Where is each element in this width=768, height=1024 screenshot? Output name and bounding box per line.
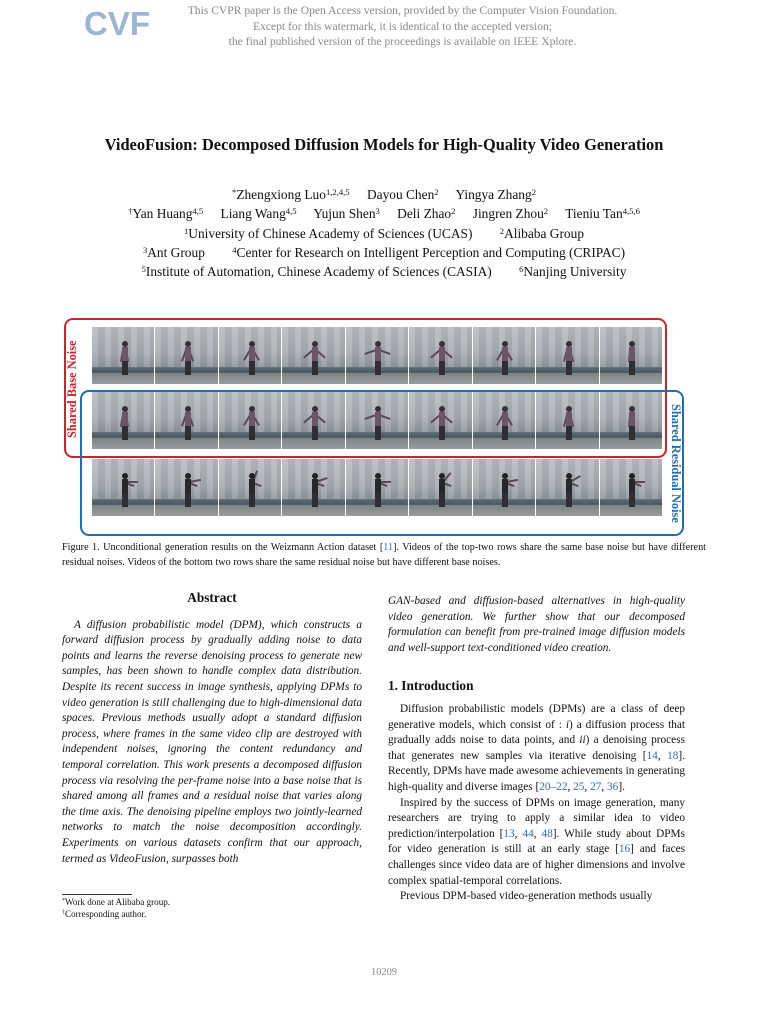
author-line-2 [0, 204, 768, 223]
shared-base-noise-box [64, 318, 667, 458]
citation-link[interactable]: 13 [503, 827, 515, 840]
watermark-line: Except for this watermark, it is identical to the accepted version; [252, 19, 553, 33]
affiliation-line [0, 224, 768, 243]
video-frame [219, 392, 281, 449]
person-figure [248, 406, 255, 440]
affiliation: $^5$Institute of Automation, Chinese Academy of Sciences (CASIA) [141, 264, 492, 280]
video-frame [600, 392, 662, 449]
abstract-text: A diffusion probabilistic model (DPM), which constructs a forward diffusion process by gradually adding noise to data points and learns the reverse denoising process to generate new samples, has been shown to handle complex data distribution. Despite its recent success in image synthesis, applying DPMs to video generation is still challenging due to high-dimensional data spaces. Previous methods usually adopt a standard diffusion process, where frames in the same video clip are destroyed with independent noises, ignoring the content redundancy and temporal correlation. This work presents a decomposed diffusion process via resolving the per-frame noise into a base noise that is shared among all frames and a residual noise that varies along the time axis. The denoising pipeline employs two jointly-learned networks to match the noise decomposition accordingly. Experiments on various datasets confirm that our approach, termed as VideoFusion, surpasses both [62, 618, 362, 865]
shared-residual-noise-box [80, 390, 684, 536]
person-figure [374, 341, 381, 375]
person-figure [121, 406, 128, 440]
citation-link[interactable]: 11 [383, 542, 394, 553]
abstract-heading: Abstract [187, 590, 237, 605]
author: Deli Zhao$^2$ [397, 206, 456, 222]
author: *Zhengxiong Luo$^{1,2,4,5}$ [232, 187, 350, 202]
intro-paragraph-1: Diffusion probabilistic models (DPMs) are a class of deep generative models, which consist of : i) a diffusion process that gradually adds noise to data points, and ii) a denoising process that generates new samples via iterative denoising [14, 18]. Recently, DPMs have made awesome achievements in generating high-quality and diverse images [20–22, 25, 27, 36]. [388, 702, 686, 793]
intro-paragraph-3: Previous DPM-based video-generation methods usually [400, 890, 653, 903]
author: Yingya Zhang$^2$ [455, 187, 536, 202]
page-number: 10209 [371, 967, 397, 978]
author: Liang Wang$^{4,5}$ [220, 206, 297, 222]
paper-title: VideoFusion: Decomposed Diffusion Models for High-Quality Video Generation [104, 135, 664, 154]
person-figure [628, 406, 635, 440]
video-frame [92, 392, 154, 449]
person-figure [628, 473, 635, 507]
affiliation: $^4$Center for Research on Intelligent Perception and Computing (CRIPAC) [232, 244, 626, 260]
abstract-body [62, 618, 362, 868]
affiliation: $^6$Nanjing University [519, 264, 627, 280]
person-figure [501, 406, 508, 440]
watermark-line: This CVPR paper is the Open Access version, provided by the Computer Vision Foundation. [187, 4, 618, 17]
author: Jingren Zhou$^2$ [472, 206, 549, 222]
video-frame [92, 327, 154, 384]
video-frame [600, 459, 662, 516]
citation-link[interactable]: 16 [618, 843, 631, 856]
footnote: *Work done at Alibaba group. [62, 897, 171, 907]
person-figure [565, 406, 572, 440]
video-row-2 [92, 392, 662, 449]
affiliation-line [0, 262, 768, 281]
person-figure [184, 406, 191, 440]
person-figure [311, 473, 318, 507]
citation-link[interactable]: 27 [590, 780, 602, 793]
figure-caption: Figure 1. Unconditional generation results on the Weizmann Action dataset [11]. Videos of the top-two rows share the same base noise but have different residual noises. Videos of the bottom two rows share the same residual noise but have different base noises. [62, 542, 706, 568]
person-figure [628, 341, 635, 375]
person-figure [565, 473, 572, 507]
video-frame [473, 392, 535, 449]
video-frame [282, 392, 344, 449]
affiliation: $^1$University of Chinese Academy of Sciences (UCAS) [183, 225, 473, 241]
video-frame [155, 327, 217, 384]
video-frame [219, 327, 281, 384]
video-frame [536, 459, 598, 516]
abstract-continued: GAN-based and diffusion-based alternatives in high-quality video generation. We further show that our decomposed formulation can benefit from pre-trained image diffusion models and well-support text-conditioned video creation. [388, 595, 685, 654]
author: †Yan Huang$^{4,5}$ [128, 206, 204, 222]
person-figure [121, 473, 128, 507]
person-figure [438, 341, 445, 375]
person-figure [565, 341, 572, 375]
video-frame [409, 327, 471, 384]
video-row-1 [92, 327, 662, 384]
footnotes [62, 896, 362, 920]
citation-link[interactable]: 22 [556, 780, 568, 793]
author: Dayou Chen$^2$ [366, 187, 439, 202]
citation-link[interactable]: 48 [541, 827, 553, 840]
video-frame [346, 392, 408, 449]
person-figure [311, 341, 318, 375]
video-frame [473, 459, 535, 516]
video-frame [409, 392, 471, 449]
citation-link[interactable]: 18 [667, 749, 679, 762]
affiliation: $^2$Alibaba Group [499, 225, 585, 241]
person-figure [248, 341, 255, 375]
affiliation-line [0, 243, 768, 262]
person-figure [501, 341, 508, 375]
video-frame [473, 327, 535, 384]
person-figure [121, 341, 128, 375]
shared-base-noise-label: Shared Base Noise [65, 340, 79, 438]
video-frame [282, 459, 344, 516]
person-figure [248, 473, 255, 507]
person-figure [184, 473, 191, 507]
person-figure [438, 406, 445, 440]
video-frame [600, 327, 662, 384]
watermark-line: the final published version of the proceedings is available on IEEE Xplore. [228, 35, 577, 48]
footnote: †Corresponding author. [62, 909, 147, 920]
video-frame [346, 327, 408, 384]
video-frame [346, 459, 408, 516]
person-figure [374, 473, 381, 507]
citation-link[interactable]: 36 [607, 780, 619, 793]
person-figure [501, 473, 508, 507]
person-figure [374, 406, 381, 440]
video-frame [536, 327, 598, 384]
cvf-logo [82, 4, 150, 42]
video-frame [155, 392, 217, 449]
cvf-logo-text: CVF [84, 5, 150, 42]
author: Tieniu Tan$^{4,5,6}$ [565, 206, 640, 222]
citation-link[interactable]: 14 [646, 749, 658, 762]
right-column [388, 594, 685, 905]
video-frame [155, 459, 217, 516]
affiliation: $^3$Ant Group [142, 244, 205, 260]
author: Yujun Shen$^3$ [313, 206, 380, 222]
video-frame [282, 327, 344, 384]
shared-residual-noise-label: Shared Residual Noise [669, 403, 683, 523]
person-figure [311, 406, 318, 440]
person-figure [184, 341, 191, 375]
introduction-heading: 1. Introduction [388, 678, 474, 694]
author-block [0, 185, 768, 281]
intro-paragraph-2: Inspired by the success of DPMs on image generation, many researchers are trying to apply a similar idea to video prediction/interpolation [13, 44, 48]. While study about DPMs for video generation is still at an early stage [16] and faces challenges since video data are of higher dimensions and involve complex spatial-temporal correlations. [388, 796, 685, 887]
footnote-rule [62, 894, 132, 895]
citation-link[interactable]: 25 [573, 780, 585, 793]
open-access-watermark [150, 3, 655, 50]
left-column [62, 590, 362, 867]
video-frame [92, 459, 154, 516]
person-figure [438, 473, 445, 507]
author-line-1 [0, 185, 768, 204]
citation-link[interactable]: 20 [539, 780, 551, 793]
citation-link[interactable]: 44 [522, 827, 534, 840]
video-frame [536, 392, 598, 449]
video-frame [219, 459, 281, 516]
video-frame [409, 459, 471, 516]
video-row-3 [92, 459, 662, 516]
